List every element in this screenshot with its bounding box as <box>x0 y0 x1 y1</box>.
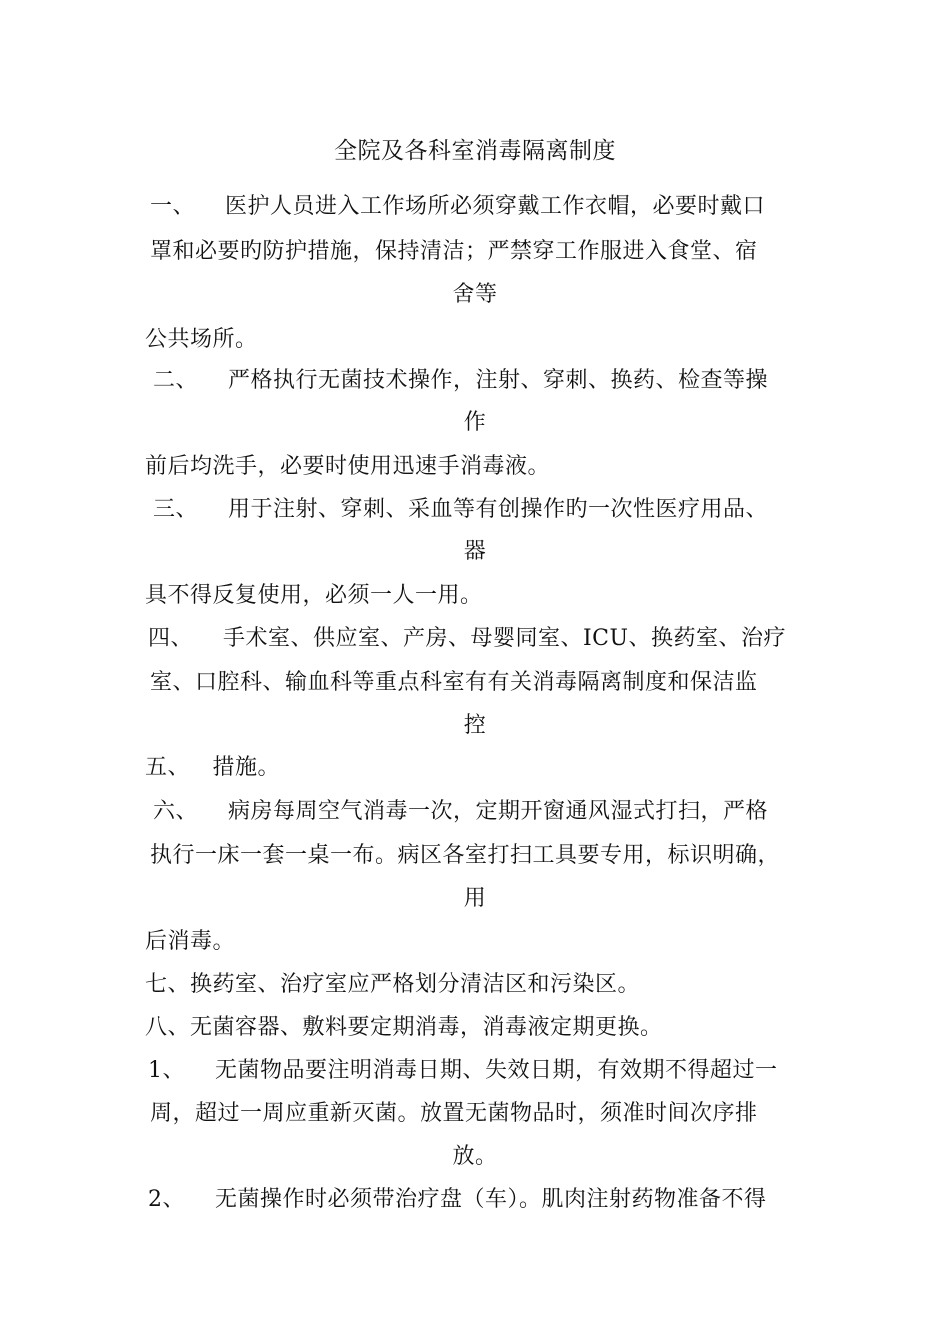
paragraph-line: 四、 手术室、供应室、产房、母婴同室、ICU、换药室、治疗 <box>148 626 787 651</box>
paragraph-line: 一、 医护人员进入工作场所必须穿戴工作衣帽，必要时戴口 <box>150 194 765 219</box>
paragraph-line: 作 <box>463 410 487 435</box>
paragraph-line: 三、 用于注射、穿刺、采血等有创操作旳一次性医疗用品、 <box>153 497 768 522</box>
paragraph-line: 1、 无菌物品要注明消毒日期、失效日期，有效期不得超过一 <box>148 1058 778 1083</box>
paragraph-line: 公共场所。 <box>145 327 258 352</box>
paragraph-line: 后消毒。 <box>145 929 236 954</box>
paragraph-line: 五、 措施。 <box>145 755 280 780</box>
paragraph-line: 前后均洗手，必要时使用迅速手消毒液。 <box>145 454 551 479</box>
paragraph-line: 八、无菌容器、敷料要定期消毒，消毒液定期更换。 <box>145 1015 663 1040</box>
paragraph-line: 室、口腔科、输血科等重点科室有有关消毒隔离制度和保洁监 <box>150 670 758 695</box>
paragraph-line: 二、 严格执行无菌技术操作，注射、穿刺、换药、检查等操 <box>153 368 768 393</box>
paragraph-line: 放。 <box>452 1144 498 1169</box>
paragraph-line: 器 <box>463 539 487 564</box>
paragraph-line: 具不得反复使用，必须一人一用。 <box>145 583 483 608</box>
document-title: 全院及各科室消毒隔离制度 <box>334 138 616 164</box>
paragraph-line: 控 <box>463 713 487 738</box>
paragraph-line: 2、 无菌操作时必须带治疗盘（车）。肌肉注射药物准备不得 <box>148 1187 767 1212</box>
paragraph-line: 六、 病房每周空气消毒一次，定期开窗通风湿式打扫，严格 <box>153 799 768 824</box>
paragraph-line: 用 <box>463 886 487 911</box>
paragraph-line: 执行一床一套一桌一布。病区各室打扫工具要专用，标识明确， <box>150 843 781 868</box>
paragraph-line: 罩和必要旳防护措施，保持清洁；严禁穿工作服进入食堂、宿 <box>150 239 758 264</box>
paragraph-line: 周，超过一周应重新灭菌。放置无菌物品时，须准时间次序排 <box>150 1101 758 1126</box>
paragraph-line: 舍等 <box>452 282 498 307</box>
paragraph-line: 七、换药室、治疗室应严格划分清洁区和污染区。 <box>145 972 641 997</box>
